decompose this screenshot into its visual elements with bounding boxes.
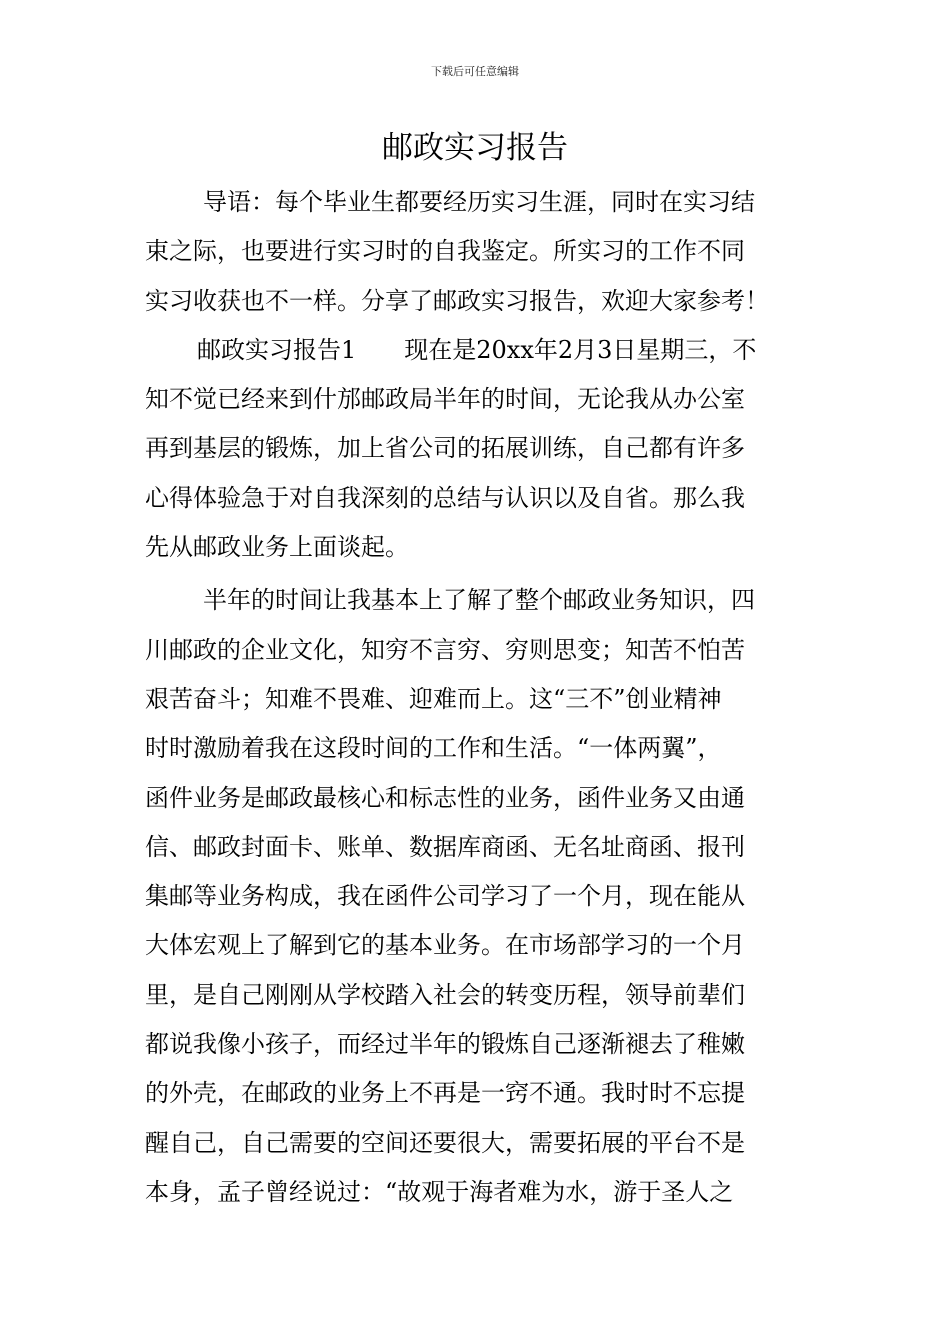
text-line: 川邮政的企业文化，知穷不言穷、穷则思变；知苦不怕苦	[145, 635, 745, 664]
text-line: 函件业务是邮政最核心和标志性的业务，函件业务又由通	[145, 783, 745, 812]
text-line: 心得体验急于对自我深刻的总结与认识以及自省。那么我	[145, 483, 745, 512]
text-line: 里，是自己刚刚从学校踏入社会的转变历程，领导前辈们	[145, 980, 745, 1009]
text-line: 先从邮政业务上面谈起。	[145, 533, 409, 562]
text-line: 都说我像小孩子，而经过半年的锻炼自己逐渐褪去了稚嫩	[145, 1030, 745, 1059]
text-line: 大体宏观上了解到它的基本业务。在市场部学习的一个月	[145, 931, 745, 960]
text-line: 邮政实习报告1 现在是20xx年2月3日星期三，不	[197, 335, 757, 364]
text-line: 本身，孟子曾经说过：“故观于海者难为水，游于圣人之	[145, 1177, 734, 1206]
text-line: 集邮等业务构成，我在函件公司学习了一个月，现在能从	[145, 882, 745, 911]
text-line: 再到基层的锻炼，加上省公司的拓展训练，自己都有许多	[145, 434, 745, 463]
text-line: 的外壳，在邮政的业务上不再是一窍不通。我时时不忘提	[145, 1079, 745, 1108]
text-line: 束之际，也要进行实习时的自我鉴定。所实习的工作不同	[145, 237, 745, 266]
text-line: 实习收获也不一样。分享了邮政实习报告，欢迎大家参考！	[145, 286, 769, 315]
text-line: 导语：每个毕业生都要经历实习生涯，同时在实习结	[203, 188, 755, 216]
text-line: 醒自己，自己需要的空间还要很大，需要拓展的平台不是	[145, 1128, 745, 1157]
document-body	[145, 178, 815, 1217]
text-line: 时时激励着我在这段时间的工作和生活。“一体两翼”，	[145, 734, 722, 763]
text-line: 信、邮政封面卡、账单、数据库商函、无名址商函、报刊	[145, 832, 745, 861]
text-line: 知不觉已经来到什邡邮政局半年的时间，无论我从办公室	[145, 385, 745, 414]
header-note: 下载后可任意编辑	[431, 65, 519, 78]
text-line: 艰苦奋斗；知难不畏难、迎难而上。这“三不”创业精神	[145, 684, 722, 713]
document-title: 邮政实习报告	[382, 130, 568, 166]
text-line: 半年的时间让我基本上了解了整个邮政业务知识，四	[203, 586, 755, 615]
